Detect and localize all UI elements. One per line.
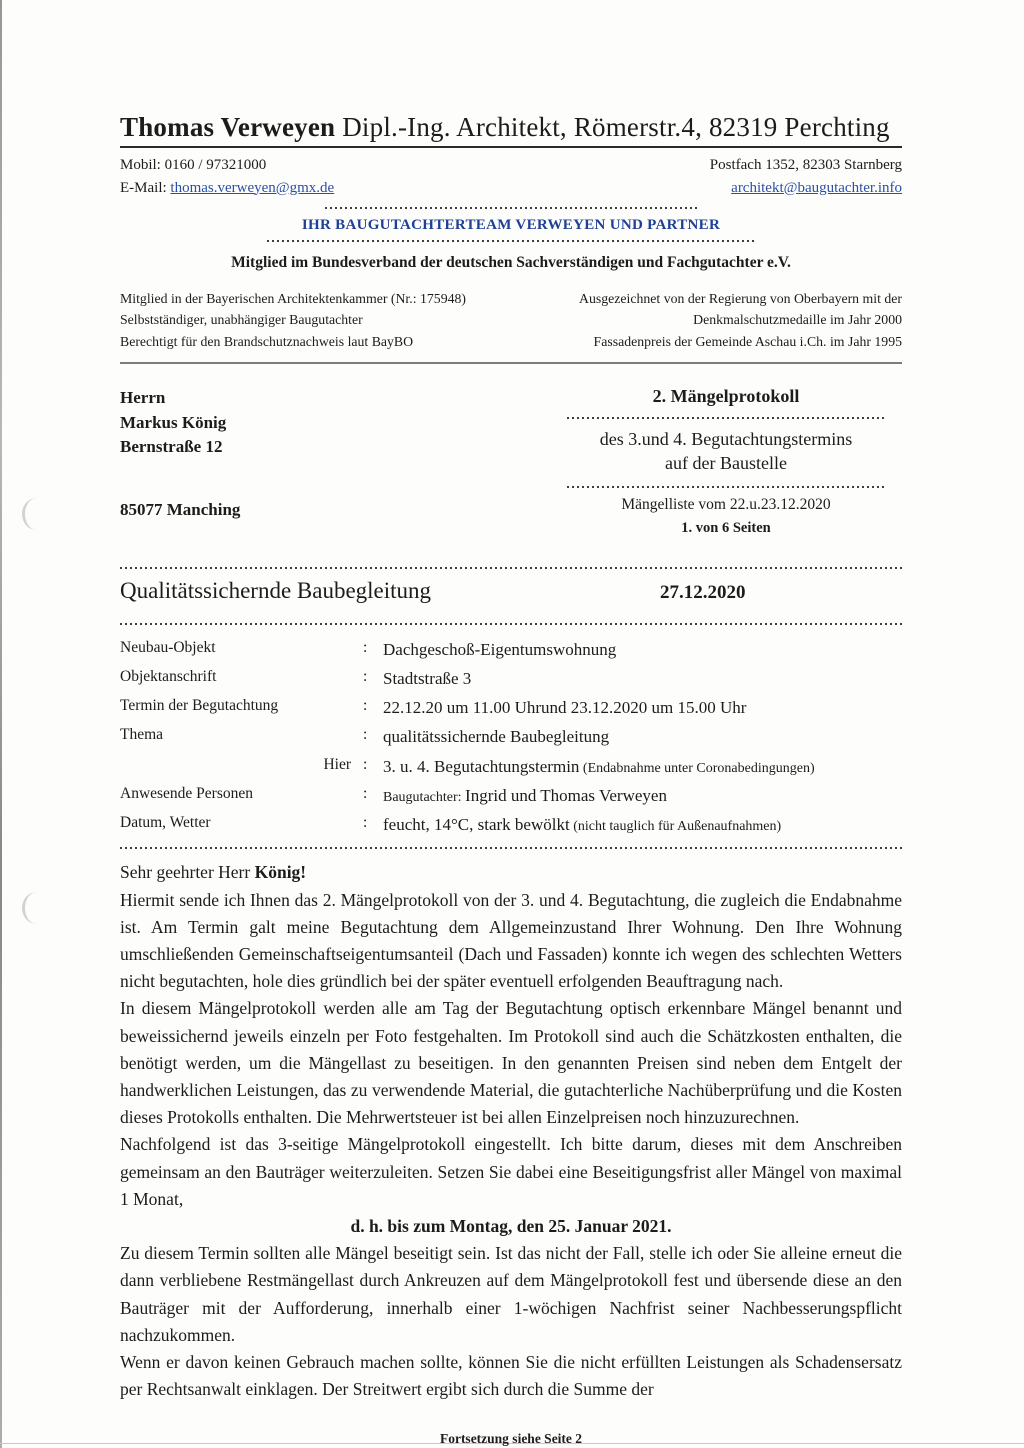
detail-colon: : — [363, 667, 368, 685]
detail-value-main: 22.12.20 um 11.00 Uhrund 23.12.2020 um 15.00 Uhr — [383, 698, 747, 718]
detail-label: Objektanschrift — [120, 667, 217, 685]
email2-line — [710, 177, 902, 200]
detail-value-main: 3. u. 4. Begutachtungstermin — [383, 756, 580, 776]
paragraph: Wenn er davon keinen Gebrauch machen sollte, können Sie die nicht erfüllten Leistungen als Schadensersatz per Rechtsanwalt einklagen. Der Streitwert ergibt sich durch die Summe der — [120, 1352, 902, 1400]
detail-label: Termin der Begutachtung — [120, 697, 279, 715]
recipient-address — [120, 386, 550, 537]
detail-value-main: Stadtstraße 3 — [383, 668, 472, 688]
subject-list-line: Mängelliste vom 22.u.23.12.2020 — [621, 495, 831, 513]
detail-value-main: feucht, 14°C, stark bewölkt — [383, 815, 570, 835]
recipient-city: 85077 Manching — [120, 500, 241, 520]
email2-link[interactable]: architekt@baugutachter.info — [731, 179, 902, 196]
detail-colon: : — [363, 726, 368, 744]
detail-colon: : — [363, 697, 368, 715]
paragraph: Nachfolgend ist das 3-seitige Mängelprotokoll eingestellt. Ich bitte darum, dieses mit dem Anschreiben gemeinsam an den Bauträger weiterzuleiten. Setzen Sie dabei eine Beseitigungsfrist aller Mängel von maximal 1 Monat, — [120, 1134, 902, 1209]
table-row — [120, 635, 902, 664]
letterhead-name: Thomas Verweyen — [120, 112, 336, 142]
salutation — [120, 859, 902, 886]
table-row — [120, 722, 902, 751]
detail-colon: : — [363, 638, 368, 656]
section-heading-row — [120, 578, 902, 614]
contact-left — [120, 154, 334, 199]
detail-value-main: Ingrid und Thomas Verweyen — [465, 785, 667, 805]
detail-value-main: qualitätssichernde Baubegleitung — [383, 727, 610, 747]
detail-colon: : — [363, 814, 368, 832]
credentials-left — [120, 288, 466, 352]
table-row — [120, 693, 902, 722]
subject-line-2: auf der Baustelle — [665, 453, 787, 474]
dashed-divider — [120, 567, 902, 569]
paragraph: Hiermit sende ich Ihnen das 2. Mängelprotokoll von der 3. und 4. Begutachtung, die zugleich die Endabnahme ist. Am Termin galt meine Begutachtung dem Allgemeinzustand Ihrer Wohnung. Den Ihre Wohnung umschließenden Gemeinschaftseigentumsanteil (Dach und Fassaden) konnte ich wegen des schlechten Wetters nicht begutachten, hole dies gründlich bei der später eventuell erfolgenden Beauftragung nach. — [120, 889, 902, 992]
punch-hole-mark — [22, 498, 51, 530]
credential-line: Fassadenpreis der Gemeinde Aschau i.Ch. im Jahr 1995 — [593, 333, 902, 349]
contact-right — [710, 154, 902, 199]
detail-value — [383, 810, 781, 839]
detail-label: Neubau-Objekt — [120, 638, 216, 656]
dashed-divider — [325, 207, 697, 209]
credential-line: Ausgezeichnet von der Regierung von Oberbayern mit der — [579, 291, 902, 306]
paragraph: In diesem Mängelprotokoll werden alle am Tag der Begutachtung optisch erkennbare Mängel benannt und beweissichernd jeweils einzeln per Foto festgehalten. Im Protokoll sind auch die Schätzkosten enthalten, die benötigt werden, um die Mängellast zu beseitigen. In den genannten Preisen sind neben dem Entgelt der handwerklichen Leistungen, das zu verwendende Material, die gutachterliche Nachüberprüfung und die Kosten dieses Protokolls enthalten. Die Mehrwertsteuer ist bei allen Einzelpreisen noch hinzuzurechnen. — [120, 998, 902, 1128]
recipient-street: Bernstraße 12 — [120, 437, 223, 457]
salutation-prefix: Sehr geehrter Herr — [120, 862, 255, 883]
deadline-line: d. h. bis zum Montag, den 25. Januar 2021. — [350, 1216, 672, 1236]
credential-line: Mitglied in der Bayerischen Architektenkammer (Nr.: 175948) — [120, 291, 466, 306]
credential-line: Denkmalschutzmedaille im Jahr 2000 — [693, 312, 902, 328]
detail-value-main: Dachgeschoß-Eigentumswohnung — [383, 639, 617, 659]
dashed-divider — [120, 623, 902, 625]
recipient-name: Markus König — [120, 412, 227, 432]
salutation-name: König! — [254, 862, 307, 883]
credentials-right — [579, 288, 902, 352]
continuation-note: Fortsetzung siehe Seite 2 — [439, 1431, 583, 1447]
team-slogan: IHR BAUGUTACHTERTEAM VERWEYEN UND PARTNER — [301, 217, 721, 233]
detail-label: Datum, Wetter — [120, 814, 211, 832]
detail-value — [383, 722, 609, 751]
membership-line: Mitglied im Bundesverband der deutschen Sachverständigen und Fachgutachter e.V. — [231, 254, 791, 271]
credential-line: Selbstständiger, unabhängiger Baugutachter — [120, 312, 363, 328]
letterhead-title — [120, 112, 902, 148]
paragraph: Zu diesem Termin sollten alle Mängel beseitigt sein. Ist das nicht der Fall, stelle ich oder Sie alleine erneut die dann verbliebene Restmängellast durch Ankreuzen auf dem Mängelprotokoll fest und übersende diese an den Bauträger mit der Aufforderung, innerhalb einer 1-wöchigen Nachfrist seiner Nachbesserungspflicht nachzukommen. — [120, 1243, 902, 1345]
detail-colon: : — [363, 784, 368, 802]
dashed-divider — [567, 417, 885, 419]
table-row — [120, 752, 902, 781]
postbox-line: Postfach 1352, 82303 Starnberg — [709, 157, 902, 173]
letter-body — [120, 859, 902, 1403]
table-row — [120, 810, 902, 839]
detail-label: Thema — [120, 726, 164, 744]
punch-hole-mark — [22, 892, 51, 924]
detail-label: Hier — [323, 755, 351, 773]
letterhead-title-rest: Dipl.-Ing. Architekt, Römerstr.4, 82319 Perchting — [335, 112, 890, 142]
credentials-row — [120, 288, 902, 352]
detail-value — [383, 781, 667, 810]
section-title: Qualitätssichernde Baubegleitung — [120, 577, 432, 603]
scan-edge-artifact — [0, 0, 2, 1448]
email-line — [120, 177, 334, 200]
detail-label: Anwesende Personen — [120, 784, 254, 802]
solid-divider — [120, 362, 902, 364]
detail-value-small-prefix: Baugutachter: — [383, 789, 466, 805]
section-date: 27.12.2020 — [660, 581, 746, 603]
dashed-divider — [567, 486, 885, 488]
mobile-number: Mobil: 0160 / 97321000 — [120, 157, 267, 173]
detail-colon: : — [363, 755, 368, 773]
table-row — [120, 664, 902, 693]
contact-row — [120, 154, 902, 199]
email-label: E-Mail: — [120, 179, 171, 196]
subject-title: 2. Mängelprotokoll — [652, 386, 800, 407]
dashed-divider — [267, 240, 755, 242]
detail-value — [383, 752, 815, 781]
letter-content — [120, 112, 902, 1447]
detail-value — [383, 693, 746, 722]
recipient-salutation: Herrn — [120, 388, 166, 408]
page-count-line: 1. von 6 Seiten — [681, 519, 771, 536]
detail-value-small-suffix: (Endabnahme unter Coronabedingungen) — [579, 760, 815, 776]
detail-value — [383, 635, 616, 664]
credential-line: Berechtigt für den Brandschutznachweis laut BayBO — [120, 333, 414, 349]
dashed-divider — [120, 847, 902, 849]
detail-value-small-suffix: (nicht tauglich für Außenaufnahmen) — [569, 819, 782, 835]
table-row — [120, 781, 902, 810]
subject-line-1: des 3.und 4. Begutachtungstermins — [599, 429, 853, 450]
email-link[interactable]: thomas.verweyen@gmx.de — [170, 179, 335, 196]
inspection-details-table — [120, 635, 902, 840]
address-subject-block — [120, 386, 902, 537]
subject-block — [550, 386, 902, 537]
detail-value — [383, 664, 471, 693]
